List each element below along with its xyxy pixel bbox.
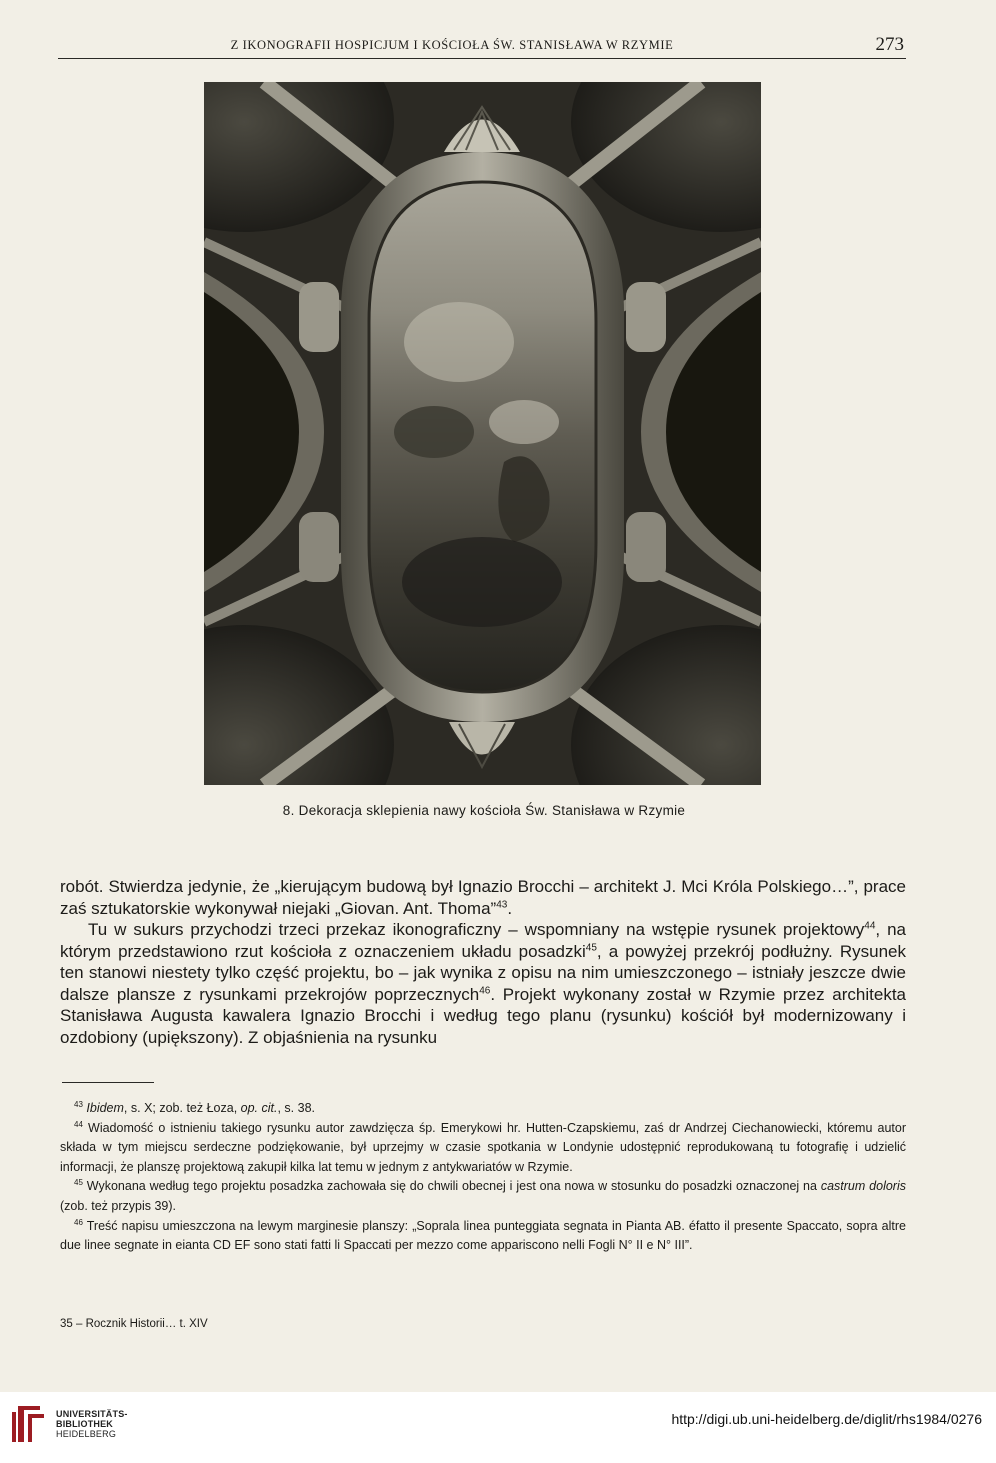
text-run: . bbox=[507, 898, 513, 918]
running-title: Z IKONOGRAFII HOSPICJUM I KOŚCIOŁA ŚW. STANISŁAWA W RZYMIE bbox=[230, 38, 674, 52]
footnote bbox=[60, 1217, 906, 1256]
footnote-ref[interactable]: 43 bbox=[496, 898, 508, 910]
vault-fresco-photo bbox=[204, 82, 761, 785]
library-name bbox=[56, 1409, 128, 1439]
footnote-number: 44 bbox=[74, 1119, 83, 1129]
library-name-line: UNIVERSITÄTS- bbox=[56, 1409, 128, 1419]
figure-caption: 8. Dekoracja sklepienia nawy kościoła Św. Stanisława w Rzymie bbox=[282, 803, 686, 818]
text-run: robót. Stwierdza jedynie, że „kierującym budową był Ignazio Brocchi – architekt J. Mci Króla Polskiego…”, prace zaś sztukatorskie wykonywał niejaki „Giovan. Ant. Thoma” bbox=[60, 877, 906, 918]
text-run: , na którym przedstawiono rzut kościoła z oznaczeniem układu posadzki bbox=[60, 920, 906, 961]
text-run: , s. X; zob. też Łoza, bbox=[123, 1101, 241, 1115]
footnote-divider bbox=[62, 1082, 154, 1083]
text-run: Ibidem bbox=[86, 1101, 124, 1115]
library-name-line: BIBLIOTHEK bbox=[56, 1419, 113, 1429]
digitization-footer bbox=[0, 1392, 996, 1463]
footnote-number: 46 bbox=[74, 1217, 83, 1227]
text-run: , s. 38. bbox=[277, 1101, 316, 1115]
footnote bbox=[60, 1099, 906, 1119]
footnote-number: 43 bbox=[74, 1099, 83, 1109]
library-name-line: HEIDELBERG bbox=[56, 1429, 117, 1439]
text-run: (zob. też przypis 39). bbox=[60, 1198, 177, 1213]
footnotes bbox=[60, 1099, 906, 1256]
footnote-ref[interactable]: 46 bbox=[479, 984, 491, 996]
body-paragraph bbox=[60, 919, 906, 1048]
body-paragraph bbox=[60, 876, 906, 919]
vault-photo-drawing bbox=[204, 82, 761, 785]
footnote bbox=[60, 1177, 906, 1216]
volume-signature: 35 – Rocznik Historii… t. XIV bbox=[60, 1318, 208, 1330]
text-run: Tu w sukurs przychodzi trzeci przekaz ikonograficzny – wspomniany na wstępie rysunek projektowy bbox=[88, 920, 865, 939]
text-run: Wiadomość o istnieniu takiego rysunku autor zawdzięcza śp. Emerykowi hr. Hutten-Czapskiemu, zaś dr Andrzej Ciechanowiecki, któremu autor składa w tym miejscu serdeczne podziękowanie, był uprzejmy w czasie spotkania w Londynie udostępnić reprodukowaną tu fotografię i udzielić informacji, że planszę projektową zakupił kilka lat temu w jednym z antykwariatów w Rzymie. bbox=[60, 1120, 906, 1174]
footnote-ref[interactable]: 44 bbox=[864, 920, 876, 932]
page-number: 273 bbox=[875, 34, 904, 55]
text-run: , a powyżej przekrój podłużny. Rysunek ten stanowi niestety tylko część projektu, bo – jak wynika z opisu na nim umieszczonego – istniały jeszcze dwie dalsze plansze z rysunkami przekrojów poprzecznych bbox=[60, 941, 907, 1004]
text-run: Wykonana według tego projektu posadzka zachowała się do chwili obecnej i jest ona nowa w stosunku do posadzki oznaczonej na bbox=[86, 1179, 821, 1194]
footnote-ref[interactable]: 45 bbox=[585, 941, 597, 953]
body-text bbox=[60, 876, 906, 1048]
text-run: Treść napisu umieszczona na lewym marginesie planszy: „Soprala linea punteggiata segnata in Pianta AB. éfatto il presente Spaccato, sopra altre due linee segnate in eianta CD EF sono stati fatti li Spaccati per mezzo come appariscono nelli Fogli N° II e N° III”. bbox=[60, 1218, 906, 1253]
running-head bbox=[58, 34, 906, 59]
footnote-number: 45 bbox=[74, 1178, 83, 1188]
footnote bbox=[60, 1119, 906, 1178]
text-run: op. cit. bbox=[240, 1101, 278, 1115]
text-run: castrum doloris bbox=[820, 1179, 906, 1194]
source-url-link[interactable]: http://digi.ub.uni-heidelberg.de/diglit/rhs1984/0276 bbox=[671, 1411, 982, 1427]
library-logo-icon bbox=[10, 1402, 50, 1446]
text-run: . Projekt wykonany został w Rzymie przez architekta Stanisława Augusta kawalera Ignazio Brocchi i według tego planu (rysunku) kościół był modernizowany i ozdobiony (upiększony). Z objaśnienia na rysunku bbox=[60, 984, 906, 1047]
